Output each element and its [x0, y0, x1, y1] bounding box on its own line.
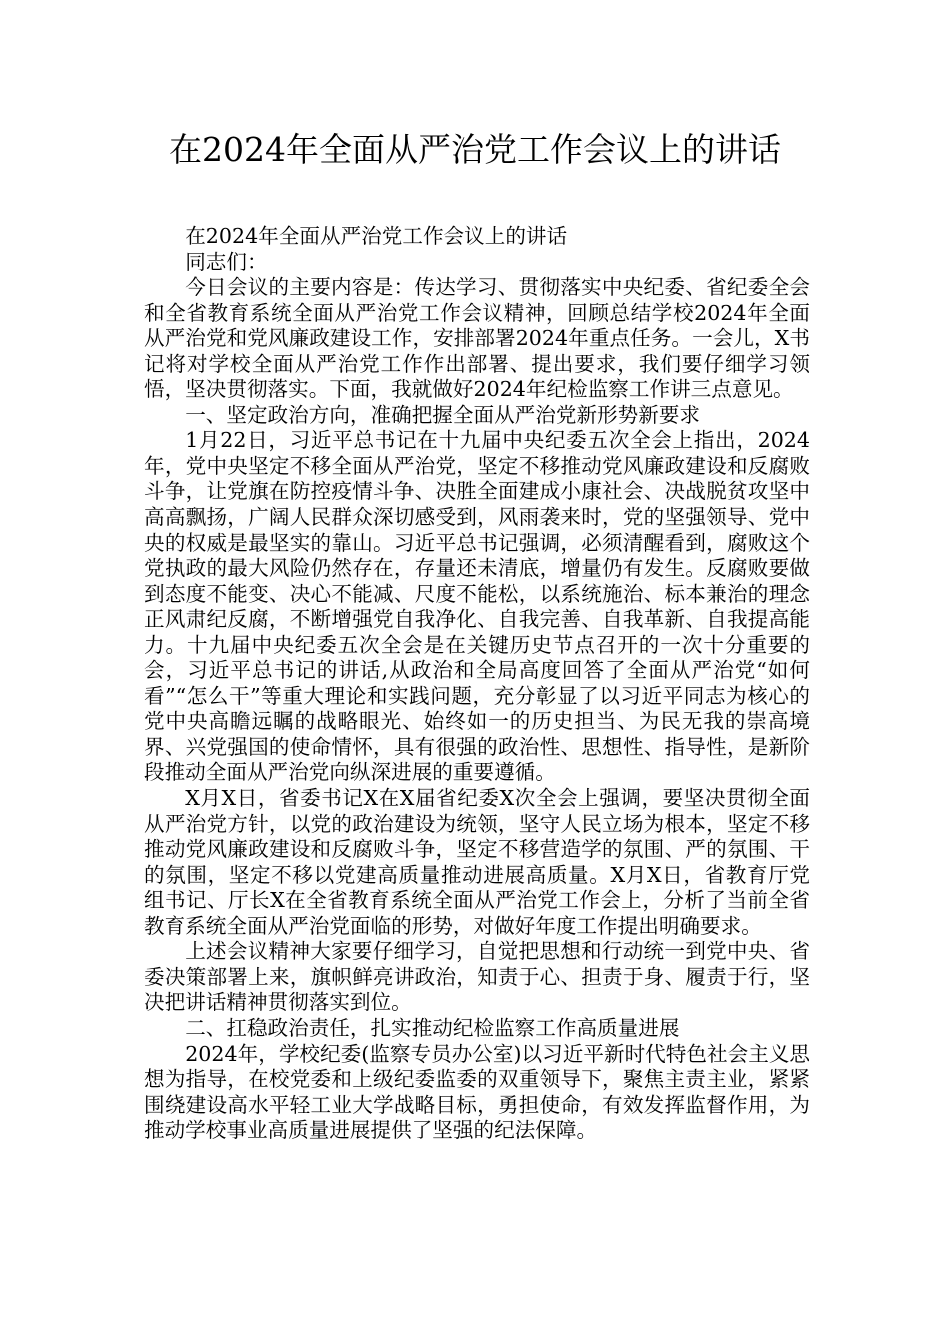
subtitle-paragraph: 在2024年全面从严治党工作会议上的讲话 — [185, 224, 568, 248]
body-paragraph: 2024年，学校纪委(监察专员办公室)以习近平新时代特色社会主义思想为指导，在校党委和上级纪委监委的双重领导下，聚焦主责主业，紧紧围绕建设高水平轻工业大学战略目标，勇担使命，有效发挥监督作用，为推动学校事业高质量进展提供了坚强的纪法保障。 — [144, 1041, 810, 1143]
body-paragraph: 今日会议的主要内容是：传达学习、贯彻落实中央纪委、省纪委全会和全省教育系统全面从严治党工作会议精神，回顾总结学校2024年全面从严治党和党风廉政建设工作，安排部署2024年重点任务。一会儿，X书记将对学校全面从严治党工作作出部署、提出要求，我们要仔细学习领悟，坚决贯彻落实。下面，我就做好2024年纪检监察工作讲三点意见。 — [144, 275, 810, 402]
section-heading: 二、扛稳政治责任，扎实推动纪检监察工作高质量进展 — [185, 1015, 680, 1040]
body-paragraph: 上述会议精神大家要仔细学习，自觉把思想和行动统一到党中央、省委决策部署上来，旗帜鲜亮讲政治，知责于心、担责于身、履责于行，坚决把讲话精神贯彻落实到位。 — [144, 939, 810, 1015]
body-paragraph: 1月22日，习近平总书记在十九届中央纪委五次全会上指出，2024年，党中央坚定不移全面从严治党，坚定不移推动党风廉政建设和反腐败斗争，让党旗在防控疫情斗争、决胜全面建成小康社会、决战脱贫攻坚中高高飘扬，广阔人民群众深切感受到，风雨袭来时，党的坚强领导、党中央的权威是最坚实的靠山。习近平总书记强调，必须清醒看到，腐败这个党执政的最大风险仍然存在，存量还未清底，增量仍有发生。反腐败要做到态度不能变、决心不能减、尺度不能松，以系统施治、标本兼治的理念正风肃纪反腐，不断增强党自我净化、自我完善、自我革新、自我提高能力。十九届中央纪委五次全会是在关键历史节点召开的一次十分重要的会，习近平总书记的讲话,从政治和全局高度回答了全面从严治党“如何看”“怎么干”等重大理论和实践问题，充分彰显了以习近平同志为核心的党中央高瞻远瞩的战略眼光、始终如一的历史担当、为民无我的崇高境界、兴党强国的使命情怀，具有很强的政治性、思想性、指导性，是新阶段推动全面从严治党向纵深进展的重要遵循。 — [144, 428, 810, 785]
salutation-paragraph: 同志们： — [185, 249, 268, 274]
document-title: 在2024年全面从严治党工作会议上的讲话 — [169, 130, 781, 169]
document-body — [144, 224, 810, 1144]
body-paragraph: X月X日，省委书记X在X届省纪委X次全会上强调，要坚决贯彻全面从严治党方针，以党的政治建设为统领，坚守人民立场为根本，坚定不移推动党风廉政建设和反腐败斗争，坚定不移营造学的氛围、严的氛围、干的氛围，坚定不移以党建高质量推动进展高质量。X月X日，省教育厅党组书记、厅长X在全省教育系统全面从严治党工作会上，分析了当前全省教育系统全面从严治党面临的形势，对做好年度工作提出明确要求。 — [144, 786, 810, 938]
section-heading: 一、坚定政治方向，准确把握全面从严治党新形势新要求 — [185, 402, 701, 427]
